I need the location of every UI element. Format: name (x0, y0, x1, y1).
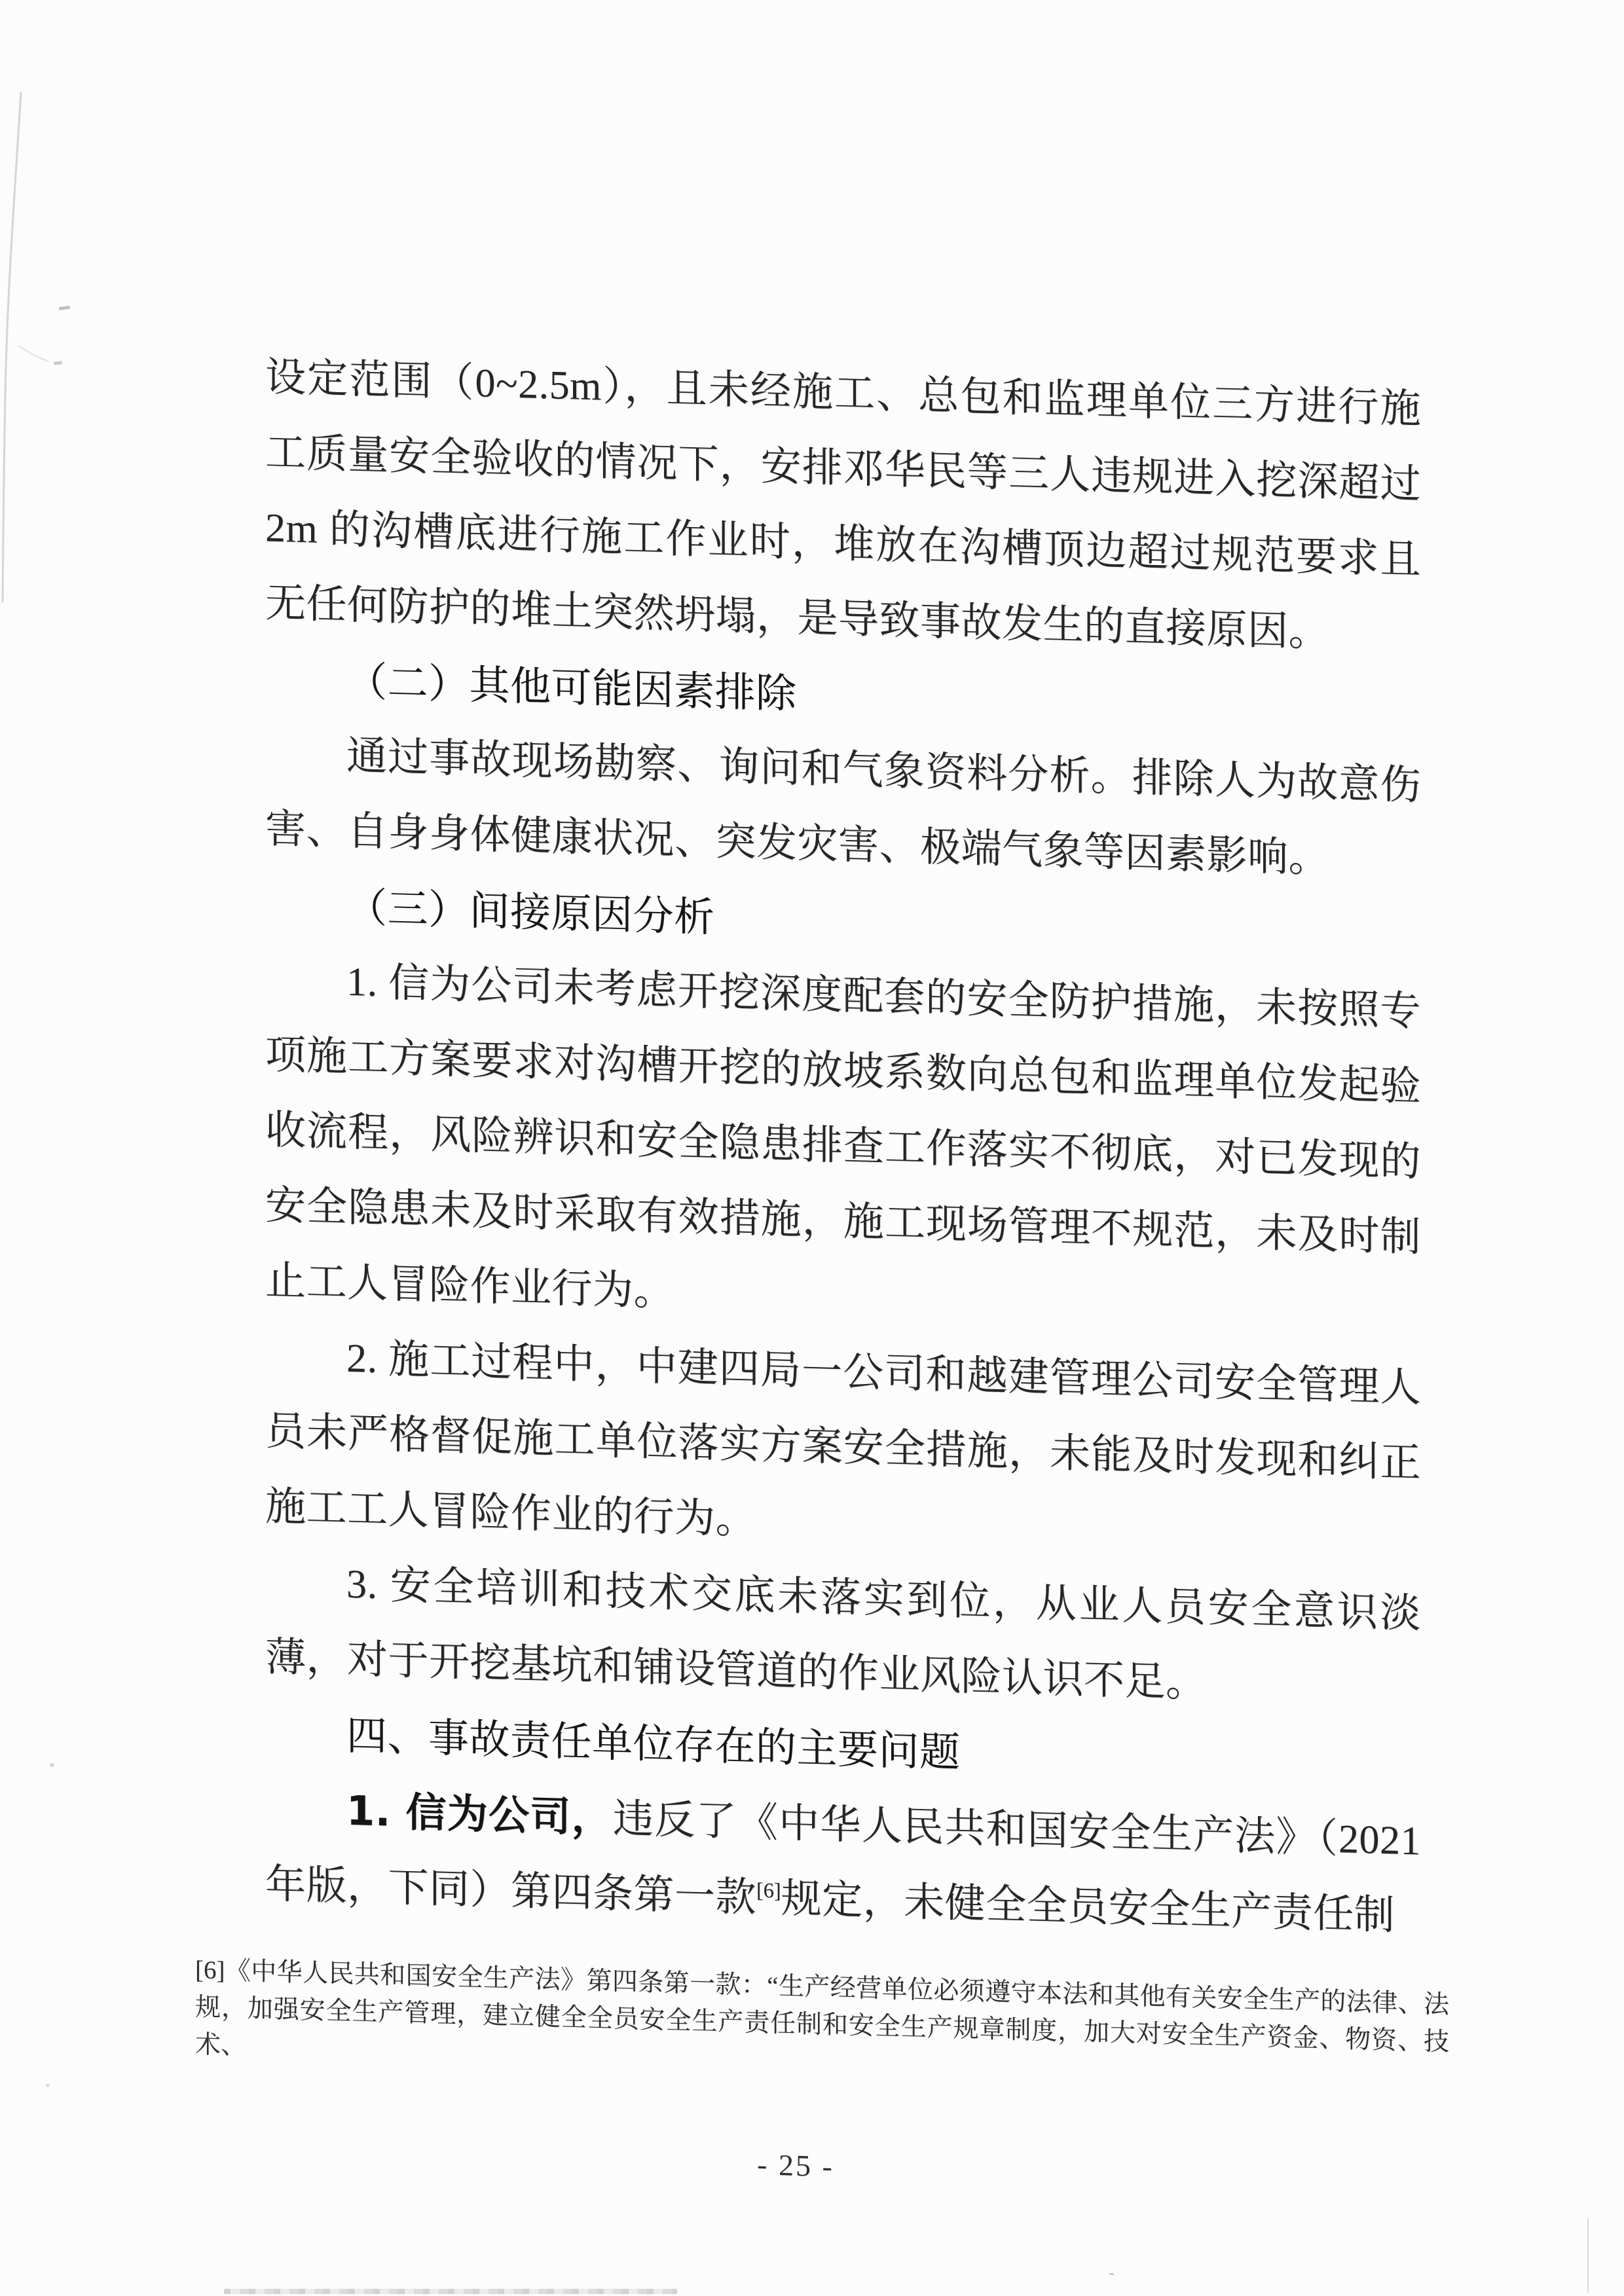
paragraph-direct-cause-continuation: 设定范围（0~2.5m），且未经施工、总包和监理单位三方进行施工质量安全验收的情况下，安排邓华民等三人违规进入挖深超过 2m 的沟槽底进行施工作业时，堆放在沟槽顶边超过规范要求且无任何防护的堆土突然坍塌，是导致事故发生的直接原因。 (265, 355, 1421, 655)
responsibility-text-before-ref: 违反了《中华人民共和国安全生产法》（2021年版，下同）第四条第一款 (265, 1796, 1421, 1921)
heading-responsible-units-problems: 四、事故责任单位存在的主要问题 (346, 1711, 961, 1776)
footnote-marker: [6] (195, 1956, 225, 1985)
footnote-6 (195, 1951, 1449, 2098)
paragraph-indirect-cause-1: 1. 信为公司未考虑开挖深度配套的安全防护措施，未按照专项施工方案要求对沟槽开挖的放坡系数向总包和监理单位发起验收流程，风险辨识和安全隐患排查工作落实不彻底，对已发现的安全隐患未及时采取有效措施，施工现场管理不规范，未及时制止工人冒险作业行为。 (265, 959, 1421, 1315)
footnote-text: 《中华人民共和国安全生产法》第四条第一款：“生产经营单位必须遵守本法和其他有关安全生产的法律、法规，加强安全生产管理，建立健全全员安全生产责任制和安全生产规章制度，加大对安全生产资金、物资、技术、 (195, 1956, 1449, 2060)
page-number: - 25 - (757, 2147, 834, 2183)
heading-other-possible-factors: （二）其他可能因素排除 (346, 657, 797, 718)
responsibility-text-after-ref: 规定，未健全全员安全生产责任制 (781, 1876, 1395, 1939)
paragraph-indirect-cause-2: 2. 施工过程中，中建四局一公司和越建管理公司安全管理人员未严格督促施工单位落实方案安全措施，未能及时发现和纠正施工工人冒险作业的行为。 (265, 1336, 1421, 1543)
responsibility-bold-lead: 1. 信为公司， (346, 1786, 613, 1842)
paragraph-responsibility-xinwei (265, 1770, 1421, 1954)
heading-indirect-cause-analysis: （三）间接原因分析 (346, 883, 715, 941)
paragraph-indirect-cause-3: 3. 安全培训和技术交底未落实到位，从业人员安全意识淡薄，对于开挖基坑和铺设管道的作业风险认识不足。 (265, 1561, 1421, 1706)
paragraph-factor-exclusion: 通过事故现场勘察、询问和气象资料分析。排除人为故意伤害、自身身体健康状况、突发灾害、极端气象等因素影响。 (265, 733, 1421, 881)
footnote-ref-marker: [6] (756, 1878, 781, 1903)
page-body (265, 340, 1421, 1954)
